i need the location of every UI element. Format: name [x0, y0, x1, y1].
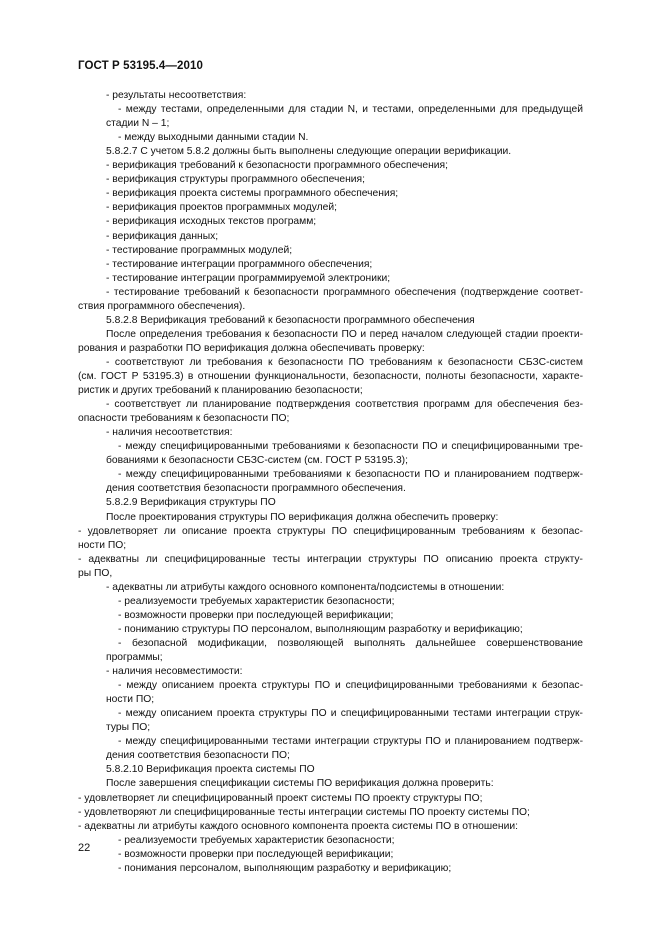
text-line: ры ПО, — [78, 567, 113, 579]
text-line: 5.8.2.9 Верификация структуры ПО — [106, 497, 276, 509]
text-line: - безопасной модификации, позволяющей выполнять дальнейшее совершенствование — [118, 637, 583, 649]
text-line: - верификация проекта системы программного обеспечения; — [106, 188, 399, 200]
text-line: - верификация исходных текстов программ; — [106, 216, 317, 228]
text-line: (см. ГОСТ Р 53195.3) в отношении функциональности, безопасности, полноты безопасности, характе- — [78, 371, 583, 382]
text-line: ристик и других требований к планированию безопасности; — [78, 385, 363, 397]
text-line: 5.8.2.8 Верификация требований к безопасности программного обеспечения — [106, 314, 475, 326]
text-line: ности ПО; — [106, 694, 155, 706]
text-line: - наличия несоответствия: — [106, 427, 233, 439]
text-line: - между описанием проекта структуры ПО и специфицированными тестами интеграции струк- — [118, 708, 583, 720]
text-line: - адекватны ли специфицированные тесты интеграции структуры ПО описанию проекта структу- — [78, 553, 583, 565]
text-line: - между специфицированными требованиями к безопасности ПО и специфицированными тре- — [118, 441, 583, 453]
document-header: ГОСТ Р 53195.4—2010 — [78, 60, 203, 72]
text-line: - адекватны ли атрибуты каждого основного компонента проекта системы ПО в отношении: — [78, 820, 518, 832]
text-line: - верификация данных; — [106, 230, 219, 242]
text-line: бованиями к безопасности СБЗС-систем (см. ГОСТ Р 53195.3); — [106, 455, 408, 467]
text-line: - между выходными данными стадии N. — [118, 132, 309, 144]
text-line: - между тестами, определенными для стадии N, и тестами, определенными для предыдущей — [118, 104, 583, 116]
text-line: - тестирование требований к безопасности программного обеспечения (подтверждение соответ- — [106, 286, 583, 298]
text-line: стадии N – 1; — [106, 118, 170, 130]
text-line: - между специфицированными тестами интеграции структуры ПО и планированием подтверж- — [118, 736, 583, 748]
text-line: - тестирование интеграции программного обеспечения; — [106, 258, 373, 270]
text-line: - верификация проектов программных модулей; — [106, 202, 338, 214]
text-line: - удовлетворяют ли специфицированные тесты интеграции системы ПО проекту системы ПО; — [78, 806, 530, 818]
text-line: - реализуемости требуемых характеристик безопасности; — [118, 834, 395, 846]
text-line: - верификация требований к безопасности программного обеспечения; — [106, 160, 448, 172]
text-line: - удовлетворяет ли специфицированный проект системы ПО проекту структуры ПО; — [78, 792, 483, 804]
text-line: После завершения спецификации системы ПО верификация должна проверить: — [106, 778, 494, 790]
text-line: программы; — [106, 652, 163, 663]
text-line: дения соответствия безопасности программного обеспечения. — [106, 483, 406, 495]
text-line: - возможности проверки при последующей верификации; — [118, 609, 394, 621]
text-line: После проектирования структуры ПО верификация должна обеспечить проверку: — [106, 511, 499, 523]
text-line: - понимания персоналом, выполняющим разработку и верификацию; — [118, 862, 452, 874]
text-line: рования и разработки ПО верификация должна обеспечивать проверку: — [78, 342, 425, 354]
text-line: - тестирование интеграции программируемой электроники; — [106, 272, 391, 284]
text-line: - удовлетворяет ли описание проекта структуры ПО специфицированным требованиям к безопас- — [78, 525, 583, 537]
text-line: - между специфицированными требованиями к безопасности ПО и планированием подтверж- — [118, 469, 583, 481]
text-line: опасности требованиям к безопасности ПО; — [78, 413, 290, 425]
text-line: ности ПО; — [78, 539, 127, 551]
text-line: - верификация структуры программного обеспечения; — [106, 174, 365, 186]
text-line: - реализуемости требуемых характеристик безопасности; — [118, 595, 395, 607]
text-line: - тестирование программных модулей; — [106, 244, 293, 256]
text-line: 5.8.2.7 С учетом 5.8.2 должны быть выполнены следующие операции верификации. — [106, 146, 512, 158]
text-line: - наличия несовместимости: — [106, 666, 243, 678]
text-line: - соответствуют ли требования к безопасности ПО требованиям к безопасности СБЗС-систем — [106, 356, 583, 368]
text-line: 5.8.2.10 Верификация проекта системы ПО — [106, 764, 315, 776]
text-line: - адекватны ли атрибуты каждого основного компонента/подсистемы в отношении: — [106, 581, 505, 593]
text-line: После определения требования к безопасности ПО и перед началом следующей стадии проекти- — [106, 328, 583, 340]
text-line: туры ПО; — [106, 722, 151, 734]
text-line: - пониманию структуры ПО персоналом, выполняющим разработку и верификацию; — [118, 623, 523, 635]
text-line: - соответствует ли планирование подтверждения соответствия программ для обеспечения без- — [106, 399, 583, 411]
text-line: ствия программного обеспечения). — [78, 300, 246, 312]
text-line: - между описанием проекта структуры ПО и специфицированными требованиями к безопас- — [118, 680, 583, 692]
page-number: 22 — [78, 842, 91, 854]
text-line: - возможности проверки при последующей верификации; — [118, 848, 394, 860]
text-line: дения соответствия безопасности ПО; — [106, 750, 290, 762]
text-line: - результаты несоответствия: — [106, 90, 247, 101]
